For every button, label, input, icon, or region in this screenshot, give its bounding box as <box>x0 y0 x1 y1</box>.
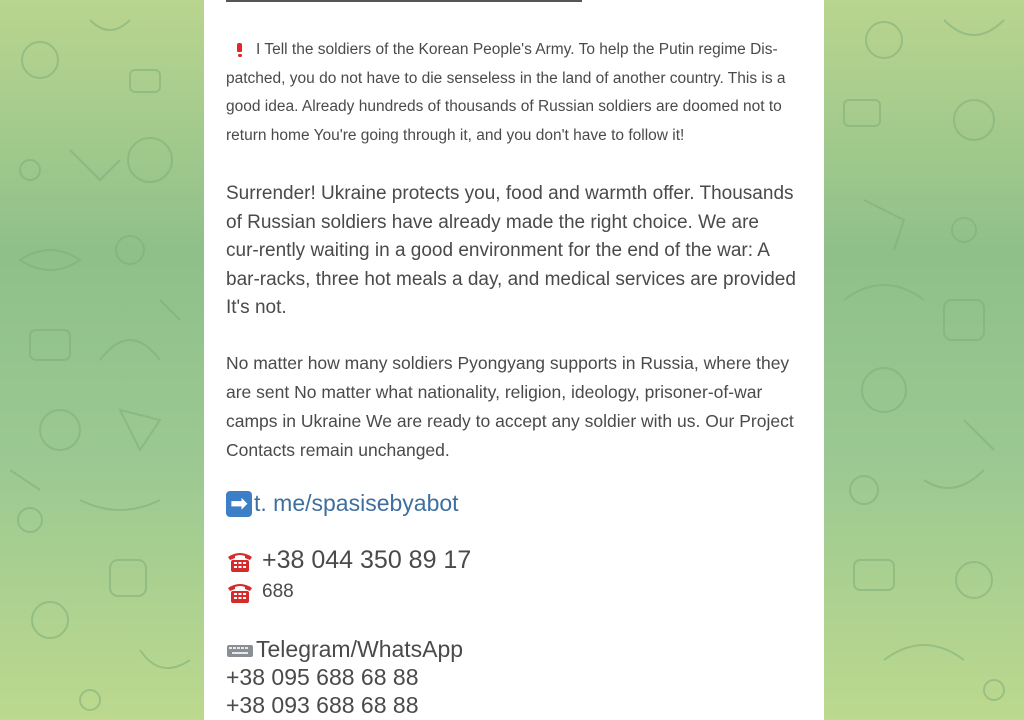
messengers-label: Telegram/WhatsApp <box>256 636 464 662</box>
red-exclamation-icon <box>236 43 242 55</box>
message-bubble <box>204 0 824 720</box>
phone-short-number[interactable]: 688 <box>262 581 294 602</box>
phone-main-row[interactable] <box>226 546 471 575</box>
chat-wallpaper-right <box>824 0 1024 720</box>
phone-main-number[interactable]: +38 044 350 89 17 <box>262 546 472 574</box>
keyboard-icon <box>226 640 254 660</box>
bot-link[interactable]: t. me/spasisebyabot <box>254 490 459 516</box>
paragraph-1-text: I Tell the soldiers of the Korean People's Army. To help the Putin regime Dis-patched, you do not have to die senseless in the land of another country. This is a good idea. Already hundreds of thousands of Russian soldiers are doomed not to return home You're going through it, and you don't have to follow it! <box>226 41 786 144</box>
messenger-number-2[interactable]: +38 093 688 68 88 <box>226 692 419 718</box>
divider-line <box>226 0 582 2</box>
phone-short-row[interactable] <box>226 580 294 604</box>
bot-link-row[interactable] <box>226 490 459 517</box>
right-arrow-icon: ➡ <box>226 491 252 517</box>
chat-wallpaper-left <box>0 0 204 720</box>
paragraph-1 <box>226 36 796 150</box>
paragraph-2: Surrender! Ukraine protects you, food and warmth offer. Thousands of Russian soldiers have already made the right choice. We are cur-rently waiting in a good environment for the end of the war: A bar-racks, three hot meals a day, and medical services are provided It's not. <box>226 183 796 318</box>
telephone-icon <box>226 549 254 573</box>
paragraph-3: No matter how many soldiers Pyongyang supports in Russia, where they are sent No matter what nationality, religion, ideology, prisoner-of-war camps in Ukraine We are ready to accept any soldier with us. Our Project Contacts remain unchanged. <box>226 353 794 460</box>
messenger-number-1[interactable]: +38 095 688 68 88 <box>226 664 419 690</box>
telephone-icon <box>226 580 254 604</box>
messengers-row <box>226 636 463 663</box>
